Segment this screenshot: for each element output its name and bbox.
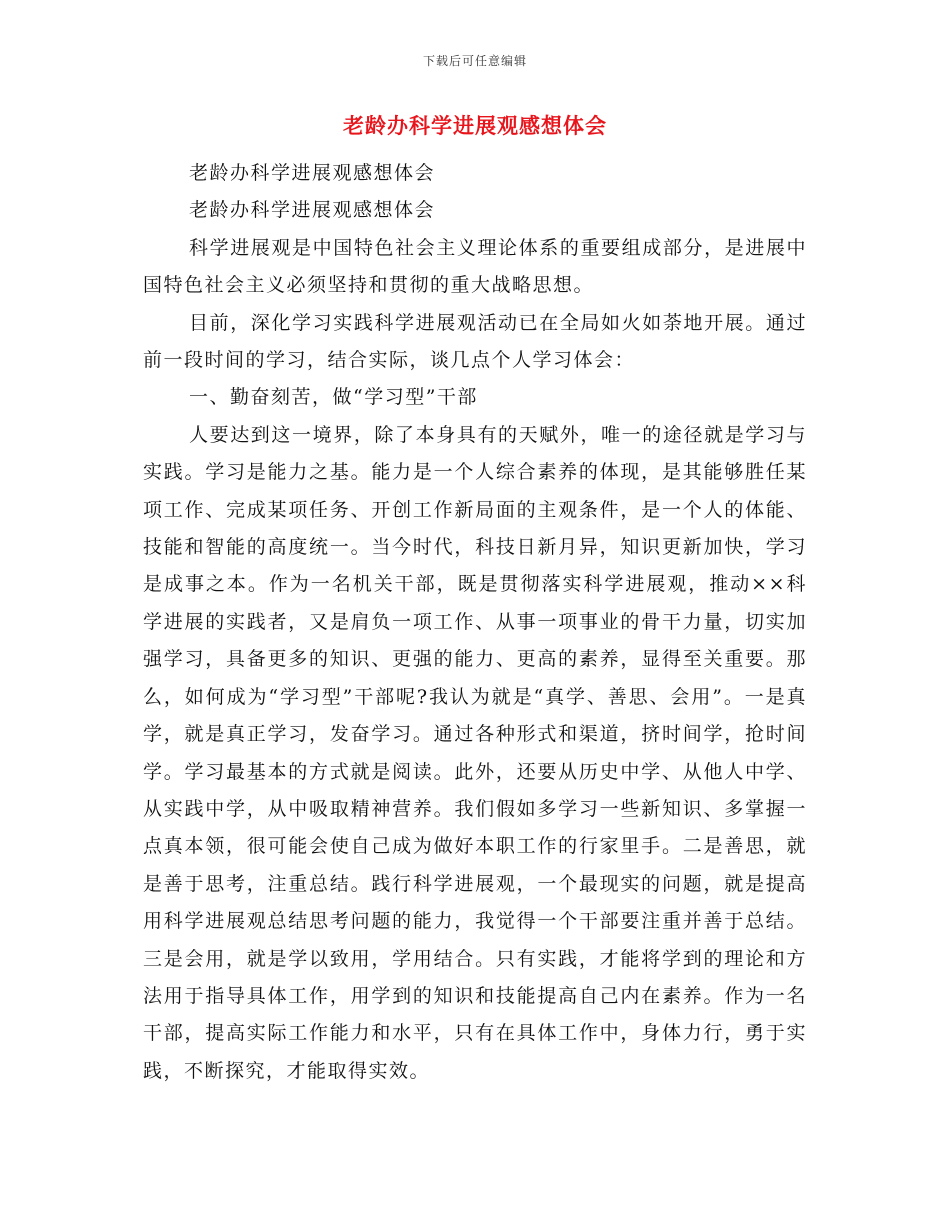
document-body [143,155,807,1090]
header-note: 下载后可任意编辑 [422,54,527,68]
section-heading: 一、勤奋刻苦，做“学习型”干部 [189,386,478,409]
paragraph: 老龄办科学进展观感想体会 [189,199,436,222]
paragraph: 老龄办科学进展观感想体会 [189,162,436,184]
paragraph: 目前，深化学习实践科学进展观活动已在全局如火如荼地开展。通过前一段时间的学习，结合实际，谈几点个人学习体会： [143,311,807,372]
paragraph: 人要达到这一境界，除了本身具有的天赋外，唯一的途径就是学习与实践。学习是能力之基。能力是一个人综合素养的体现，是其能够胜任某项工作、完成某项任务、开创工作新局面的主观条件，是一个人的体能、技能和智能的高度统一。当今时代，科技日新月异，知识更新加快，学习是成事之本。作为一名机关干部，既是贯彻落实科学进展观，推动××科学进展的实践者，又是肩负一项工作、从事一项事业的骨干力量，切实加强学习，具备更多的知识、更强的能力、更高的素养，显得至关重要。那么，如何成为“学习型”干部呢?我认为就是“真学、善思、会用”。一是真学，就是真正学习，发奋学习。通过各种形式和渠道，挤时间学，抢时间学。学习最基本的方式就是阅读。此外，还要从历史中学、从他人中学、从实践中学，从中吸取精神营养。我们假如多学习一些新知识、多掌握一点真本领，很可能会使自己成为做好本职工作的行家里手。二是善思，就是善于思考，注重总结。践行科学进展观，一个最现实的问题，就是提高用科学进展观总结思考问题的能力，我觉得一个干部要注重并善于总结。三是会用，就是学以致用，学用结合。只有实践，才能将学到的理论和方法用于指导具体工作，用学到的知识和技能提高自己内在素养。作为一名干部，提高实际工作能力和水平，只有在具体工作中，身体力行，勇于实践，不断探究，才能取得实效。 [143,423,807,1082]
paragraph: 科学进展观是中国特色社会主义理论体系的重要组成部分，是进展中国特色社会主义必须坚持和贯彻的重大战略思想。 [143,236,807,297]
document-title: 老龄办科学进展观感想体会 [343,113,607,138]
